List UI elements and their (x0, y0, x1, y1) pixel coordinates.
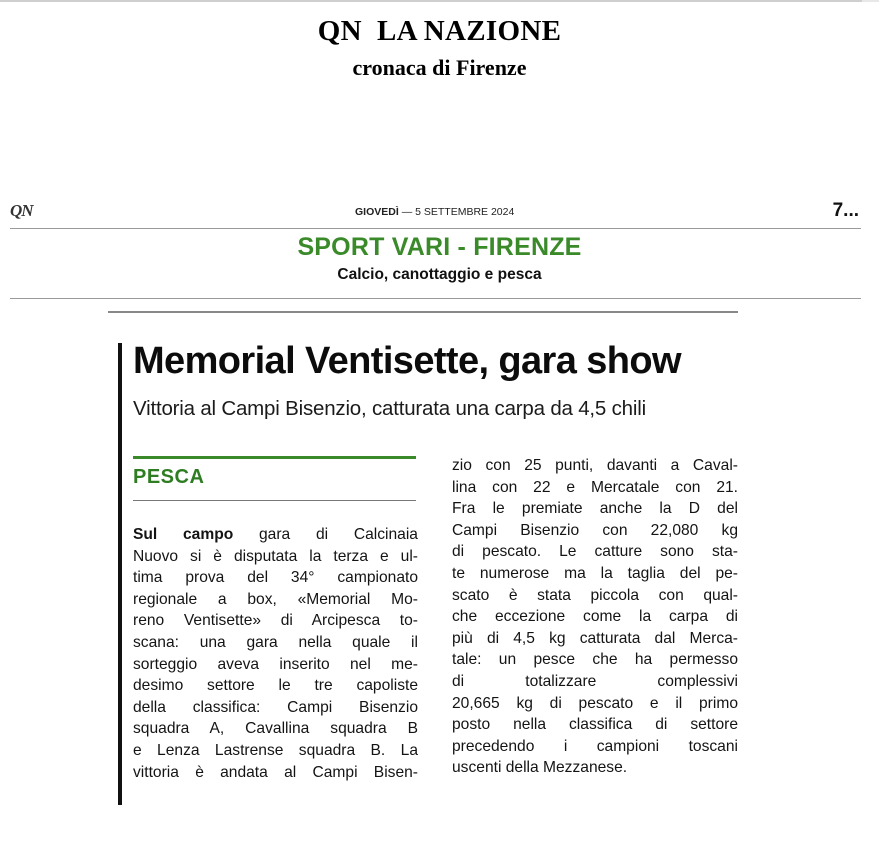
column-line: precedendo i campioni toscani (452, 737, 738, 755)
column-line: regionale a box, «Memorial Mo- (133, 590, 418, 608)
column-line: lina con 22 e Mercatale con 21. (452, 478, 738, 496)
column-line: desimo settore le tre capoliste (133, 677, 418, 695)
dateline-day: GIOVEDÌ (355, 206, 399, 218)
column-line: zio con 25 punti, davanti a Caval- (452, 457, 738, 474)
dateline (355, 206, 514, 218)
section-divider (10, 298, 861, 299)
article-column-right (452, 455, 738, 779)
column-line: Fra le premiate anche la D del (452, 500, 738, 518)
article-lead: Sul campo (133, 526, 234, 543)
section-subtitle: Calcio, canottaggio e pesca (337, 266, 542, 283)
column-line: Campi Bisenzio con 22,080 kg (452, 521, 738, 539)
section-title: SPORT VARI - FIRENZE (297, 233, 582, 261)
column-line (133, 524, 418, 546)
column-line: te numerose ma la taglia del pe- (452, 564, 738, 582)
column-line: della classifica: Campi Bisenzio (133, 698, 418, 716)
column-line: scana: una gara nella quale il (133, 633, 418, 651)
article-top-rule (108, 311, 738, 313)
column-line: vittoria è andata al Campi Bisen- (133, 763, 418, 781)
column-line: e Lenza Lastrense squadra B. La (133, 741, 418, 759)
kicker-bottom-rule (133, 500, 416, 501)
column-line: Nuovo si è disputata la terza e ul- (133, 547, 418, 565)
top-border-end (862, 0, 879, 2)
column-line: più di 4,5 kg catturata dal Merca- (452, 629, 738, 647)
qn-logo: QN (10, 201, 33, 220)
article-kicker: PESCA (133, 466, 205, 488)
page-header (10, 201, 861, 223)
dateline-date: — 5 SETTEMBRE 2024 (401, 206, 515, 218)
column-line: squadra A, Cavallina squadra B (133, 720, 418, 738)
column-line-text: gara di Calcinaia (233, 526, 418, 543)
column-line: tale: un pesce che ha permesso (452, 651, 738, 669)
column-line: che eccezione come la carpa di (452, 608, 738, 626)
article-column-left (133, 524, 418, 783)
column-line: 20,665 kg di pescato e il primo (452, 694, 738, 712)
column-line: reno Ventisette» di Arcipesca to- (133, 612, 418, 630)
column-line: uscenti della Mezzanese. (452, 759, 628, 777)
page-number: 7... (832, 200, 859, 221)
column-line: di totalizzare complessivi (452, 672, 738, 690)
column-line: di pescato. Le catture sono sta- (452, 543, 738, 561)
article-side-bar (118, 343, 122, 805)
column-line: posto nella classifica di settore (452, 716, 738, 734)
masthead-title: QN LA NAZIONE (317, 15, 562, 47)
header-divider (10, 228, 861, 229)
article-subheadline: Vittoria al Campi Bisenzio, catturata una carpa da 4,5 chili (133, 397, 646, 420)
column-line: sorteggio aveva inserito nel me- (133, 655, 418, 673)
column-line: tima prova del 34° campionato (133, 569, 418, 587)
masthead-subtitle: cronaca di Firenze (352, 55, 527, 80)
kicker-top-rule (133, 456, 416, 459)
article-headline: Memorial Ventisette, gara show (133, 340, 681, 382)
top-border (0, 0, 879, 2)
column-line: scato è stata piccola con qual- (452, 586, 738, 604)
